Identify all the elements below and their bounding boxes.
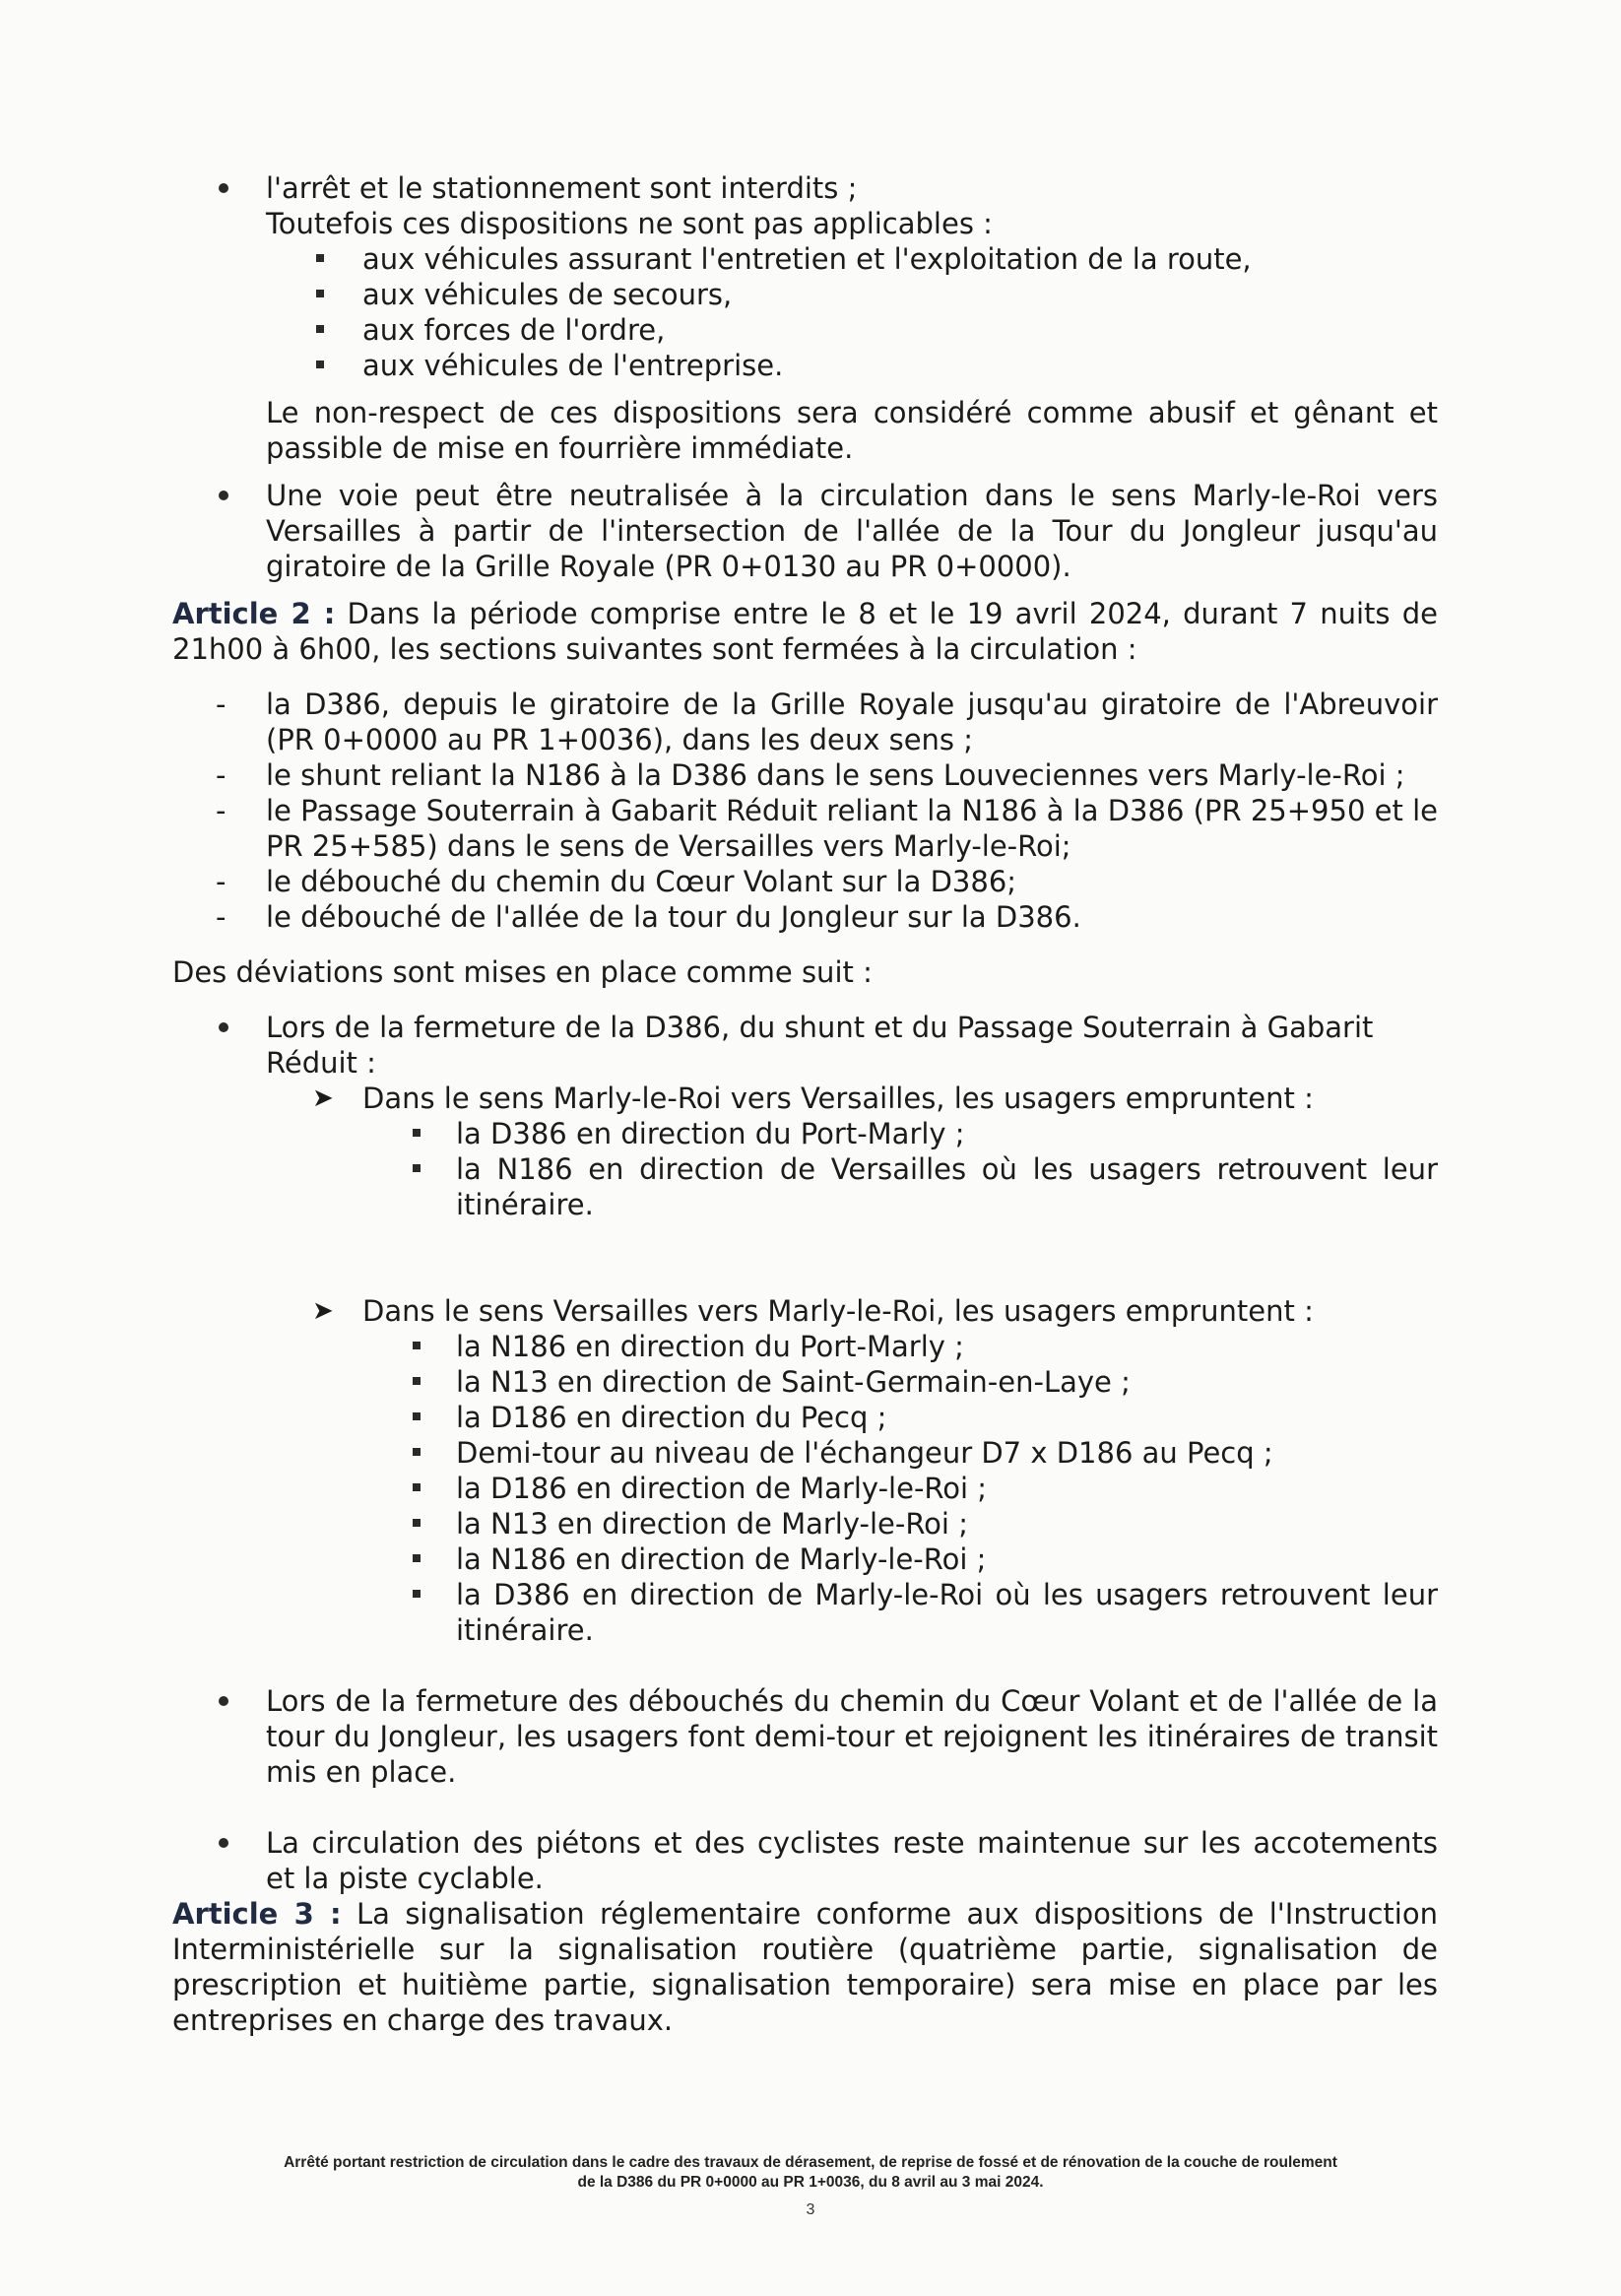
exception-item: aux véhicules de secours,	[172, 277, 1438, 312]
exceptions-intro: Toutefois ces dispositions ne sont pas applicables :	[266, 207, 993, 240]
route-step: la D386 en direction du Port-Marly ;	[172, 1116, 1438, 1151]
direction-marly-to-versailles: ➤ Dans le sens Marly-le-Roi vers Versailles, les usagers empruntent :	[312, 1082, 1314, 1115]
exception-item: aux véhicules assurant l'entretien et l'exploitation de la route,	[172, 241, 1438, 277]
article-2	[172, 596, 1438, 667]
bullet-dot-icon	[219, 183, 228, 193]
arrowhead-bullet-icon: ➤	[312, 1296, 334, 1326]
bullet-lane-neutralized	[172, 478, 1438, 584]
article-2-text: Dans la période comprise entre le 8 et le 19 avril 2024, durant 7 nuits de 21h00 à 6h00, les sections suivantes sont fermées à la circulation :	[172, 597, 1438, 666]
bullet-dot-icon	[219, 491, 228, 500]
dash-bullet-icon: -	[216, 865, 227, 898]
page-number: 3	[806, 2201, 815, 2218]
closure-item: - le Passage Souterrain à Gabarit Réduit reliant la N186 à la D386 (PR 25+950 et le PR 25+585) dans le sens de Versailles vers Marly-le-Roi;	[216, 794, 1438, 863]
article-3-text: La signalisation réglementaire conforme aux dispositions de l'Instruction Interministérielle sur la signalisation routière (quatrième partie, signalisation de prescription et huitième partie, signalisation temporaire) sera mise en place par les entreprises en charge des travaux.	[172, 1897, 1438, 2037]
footer-line-1: Arrêté portant restriction de circulation dans le cadre des travaux de dérasement, de reprise de fossé et de rénovation de la couche de roulement	[284, 2154, 1337, 2171]
dash-bullet-icon: -	[216, 900, 227, 934]
exception-item: aux forces de l'ordre,	[172, 312, 1438, 348]
document-body	[172, 170, 1438, 2038]
route-step: la N13 en direction de Saint-Germain-en-Laye ;	[172, 1364, 1438, 1400]
dash-bullet-icon: -	[216, 794, 227, 827]
dash-bullet-icon: -	[216, 688, 227, 721]
route-step: la D386 en direction de Marly-le-Roi où les usagers retrouvent leur itinéraire.	[172, 1577, 1438, 1648]
square-bullet-icon	[413, 1590, 421, 1598]
square-bullet-icon	[316, 254, 324, 262]
deviations-intro: Des déviations sont mises en place comme suit :	[172, 955, 873, 989]
direction-versailles-to-marly: ➤ Dans le sens Versailles vers Marly-le-Roi, les usagers empruntent :	[312, 1294, 1314, 1328]
square-bullet-icon	[413, 1519, 421, 1527]
square-bullet-icon	[316, 290, 324, 297]
square-bullet-icon	[413, 1554, 421, 1562]
bullet-parking-ban	[172, 170, 1438, 241]
document-footer	[148, 2153, 1473, 2193]
closure-item: - le débouché de l'allée de la tour du Jongleur sur la D386.	[216, 900, 1081, 934]
lane-neutralized-text: Une voie peut être neutralisée à la circulation dans le sens Marly-le-Roi vers Versailles à partir de l'intersection de l'allée de la Tour du Jongleur jusqu'au giratoire de la Grille Royale (PR 0+0130 au PR 0+0000).	[266, 479, 1438, 583]
article-3-label: Article 3 :	[172, 1897, 342, 1931]
square-bullet-icon	[413, 1448, 421, 1456]
square-bullet-icon	[316, 361, 324, 368]
deviation-main-closure	[172, 1010, 1438, 1081]
parking-ban-text: l'arrêt et le stationnement sont interdits ;	[266, 171, 858, 205]
square-bullet-icon	[316, 325, 324, 333]
exception-item: aux véhicules de l'entreprise.	[172, 348, 1438, 383]
square-bullet-icon	[413, 1342, 421, 1349]
closure-list	[172, 687, 1438, 935]
deviation-main-title: Lors de la fermeture de la D386, du shunt et du Passage Souterrain à Gabarit Réduit :	[266, 1011, 1374, 1080]
square-bullet-icon	[413, 1412, 421, 1420]
route-step: la N186 en direction de Marly-le-Roi ;	[172, 1542, 1438, 1577]
route-step: la D186 en direction du Pecq ;	[172, 1400, 1438, 1435]
pedestrians-cyclists-note: La circulation des piétons et des cyclistes reste maintenue sur les accotements et la piste cyclable.	[172, 1825, 1438, 1896]
bullet-dot-icon	[219, 1022, 228, 1032]
article-3	[172, 1896, 1438, 2038]
route-step: la N13 en direction de Marly-le-Roi ;	[172, 1506, 1438, 1542]
bullet-dot-icon	[219, 1838, 228, 1848]
impound-note: Le non-respect de ces dispositions sera considéré comme abusif et gênant et passible de mise en fourrière immédiate.	[266, 396, 1438, 465]
bullet-dot-icon	[219, 1696, 228, 1706]
footer-line-2: de la D386 du PR 0+0000 au PR 1+0036, du 8 avril au 3 mai 2024.	[577, 2174, 1044, 2191]
closure-item: - le débouché du chemin du Cœur Volant sur la D386;	[216, 865, 1017, 898]
closure-item: - le shunt reliant la N186 à la D386 dans le sens Louveciennes vers Marly-le-Roi ;	[216, 758, 1405, 792]
route-step: la N186 en direction du Port-Marly ;	[172, 1329, 1438, 1364]
dash-bullet-icon: -	[216, 758, 227, 792]
route-step: Demi-tour au niveau de l'échangeur D7 x D186 au Pecq ;	[172, 1435, 1438, 1471]
closure-item: - la D386, depuis le giratoire de la Grille Royale jusqu'au giratoire de l'Abreuvoir (PR 0+0000 au PR 1+0036), dans les deux sens ;	[216, 688, 1438, 756]
square-bullet-icon	[413, 1483, 421, 1491]
arrowhead-bullet-icon: ➤	[312, 1083, 334, 1113]
route-step: la N186 en direction de Versailles où les usagers retrouvent leur itinéraire.	[172, 1151, 1438, 1222]
square-bullet-icon	[413, 1164, 421, 1172]
article-2-label: Article 2 :	[172, 597, 336, 630]
deviation-junction-closure: Lors de la fermeture des débouchés du chemin du Cœur Volant et de l'allée de la tour du Jongleur, les usagers font demi-tour et rejoignent les itinéraires de transit mis en place.	[172, 1683, 1438, 1790]
square-bullet-icon	[413, 1129, 421, 1137]
route-step: la D186 en direction de Marly-le-Roi ;	[172, 1471, 1438, 1506]
square-bullet-icon	[413, 1377, 421, 1385]
